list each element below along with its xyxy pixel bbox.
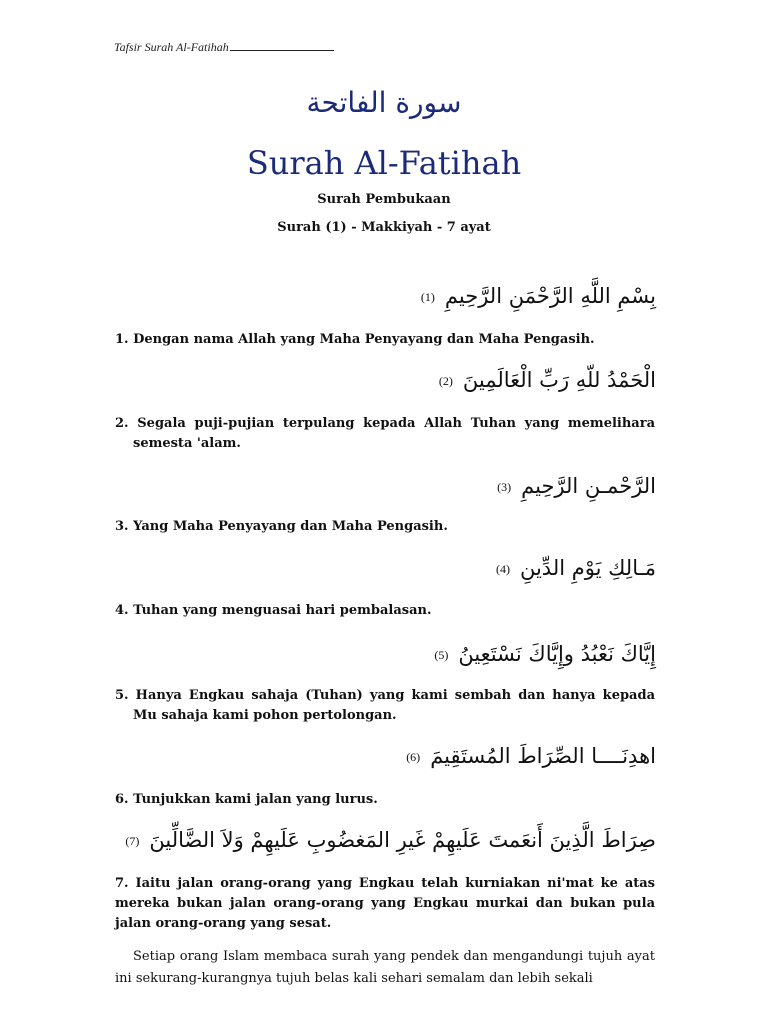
verse-7-translation: 7. Iaitu jalan orang-orang yang Engkau telah kurniakan ni'mat ke atas mereka bukan jalan orang-orang yang Engkau murkai dan bukan pula jalan orang-orang yang sesat. xyxy=(115,876,655,931)
verse-3-number: (3) xyxy=(497,479,512,494)
verse-2-translation: 2. Segala puji-pujian terpulang kepada Allah Tuhan yang memelihara semesta 'alam. xyxy=(115,416,655,451)
verse-3-arabic-text: الرَّحْمـنِ الرَّحِيمِ xyxy=(521,474,656,498)
verse-5-arabic xyxy=(434,642,656,666)
verse-1-number: (1) xyxy=(420,289,435,304)
closing-paragraph: Setiap orang Islam membaca surah yang pendek dan mengandungi tujuh ayat ini sekurang-kurangnya tujuh belas kali sehari semalam dan lebih sekali xyxy=(115,949,655,986)
verse-4-arabic-text: مَـالِكِ يَوْمِ الدِّينِ xyxy=(519,556,656,580)
verse-5-arabic-text: إِيَّاكَ نَعْبُدُ وإِيَّاكَ نَسْتَعِينُ xyxy=(458,642,656,666)
verse-6-arabic-text: اهدِنَــــا الصِّرَاطَ المُستَقِيمَ xyxy=(430,744,656,768)
verse-3-arabic xyxy=(497,474,656,498)
verse-4-number: (4) xyxy=(495,561,510,576)
verse-4-translation: 4. Tuhan yang menguasai hari pembalasan. xyxy=(115,603,432,618)
verse-5-translation: 5. Hanya Engkau sahaja (Tuhan) yang kami sembah dan hanya kepada Mu sahaja kami pohon pertolongan. xyxy=(115,688,655,723)
verse-4-arabic xyxy=(496,556,656,580)
header-rule xyxy=(230,40,334,51)
arabic-surah-title: سورة الفاتحة xyxy=(306,86,462,119)
running-header-title: Tafsir Surah Al-Fatihah xyxy=(114,40,229,54)
surah-subtitle: Surah Pembukaan xyxy=(317,192,451,207)
verse-6-arabic xyxy=(406,744,656,768)
verse-2-arabic xyxy=(439,368,656,392)
surah-info: Surah (1) - Makkiyah - 7 ayat xyxy=(277,220,491,235)
verse-1-arabic-text: بِسْمِ اللَّهِ الرَّحْمَنِ الرَّحِيمِ xyxy=(444,284,656,308)
verse-2-number: (2) xyxy=(438,373,453,388)
verse-6-number: (6) xyxy=(406,749,421,764)
verse-2-arabic-text: الْحَمْدُ للّهِ رَبِّ الْعَالَمِينَ xyxy=(462,368,656,392)
verse-7-arabic xyxy=(125,828,656,852)
verse-1-translation: 1. Dengan nama Allah yang Maha Penyayang dan Maha Pengasih. xyxy=(115,332,595,347)
running-header xyxy=(114,40,334,55)
verse-6-translation: 6. Tunjukkan kami jalan yang lurus. xyxy=(115,792,378,807)
verse-7-arabic-text: صِرَاطَ الَّذِينَ أَنعَمتَ عَلَيهِمْ غَيرِ المَغضُوبِ عَلَيهِمْ وَلاَ الضَّالِّينَ xyxy=(149,828,656,852)
verse-7-number: (7) xyxy=(125,833,140,848)
verse-5-number: (5) xyxy=(434,647,449,662)
page-title: Surah Al-Fatihah xyxy=(246,144,522,182)
verse-1-arabic xyxy=(421,284,656,308)
verse-3-translation: 3. Yang Maha Penyayang dan Maha Pengasih. xyxy=(115,519,448,534)
